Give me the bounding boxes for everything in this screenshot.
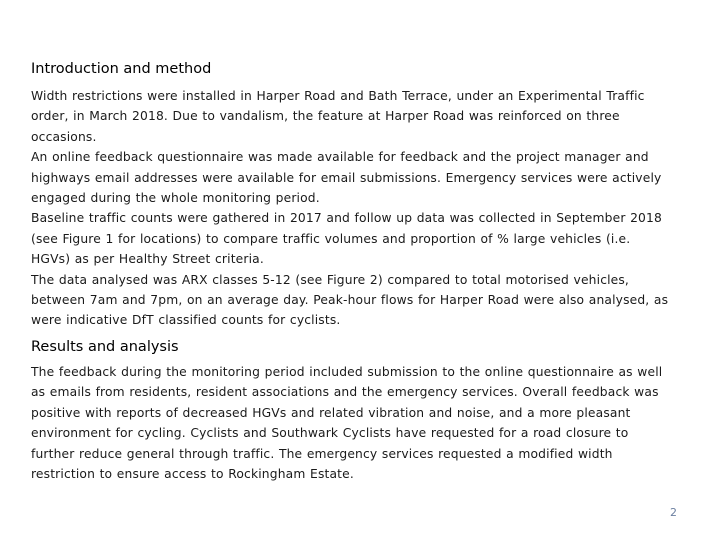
paragraph-baseline-counts: Baseline traffic counts were gathered in 2017 and follow up data was collected in September 2018 (see Figure 1 for locations) to compare traffic volumes and proportion of % large vehicles (i.e. HGVs) as per Healthy Street criteria.: [31, 211, 662, 267]
page-number: 2: [670, 506, 677, 519]
document-body: [31, 58, 671, 484]
paragraph-results-feedback: The feedback during the monitoring period included submission to the online questionnaire as well as emails from residents, resident associations and the emergency services. Overall feedback was positive with reports of decreased HGVs and related vibration and noise, and a more pleasant environment for cycling. Cyclists and Southwark Cyclists have requested for a road closure to further reduce general through traffic. The emergency services requested a modified width restriction to ensure access to Rockingham Estate.: [31, 364, 663, 481]
paragraph-width-restrictions: Width restrictions were installed in Harper Road and Bath Terrace, under an Experimental Traffic order, in March 2018. Due to vandalism, the feature at Harper Road was reinforced on three occasions.: [31, 89, 645, 144]
paragraph-data-analysed: The data analysed was ARX classes 5-12 (see Figure 2) compared to total motorised vehicles, between 7am and 7pm, on an average day. Peak-hour flows for Harper Road were also analysed, as were indicative DfT classified counts for cyclists.: [31, 272, 669, 328]
section-heading-introduction: Introduction and method: [31, 61, 212, 77]
paragraph-feedback-questionnaire: An online feedback questionnaire was made available for feedback and the project manager and highways email addresses were available for email submissions. Emergency services were actively engaged during the whole monitoring period.: [31, 150, 662, 206]
section-heading-results: Results and analysis: [31, 338, 179, 355]
